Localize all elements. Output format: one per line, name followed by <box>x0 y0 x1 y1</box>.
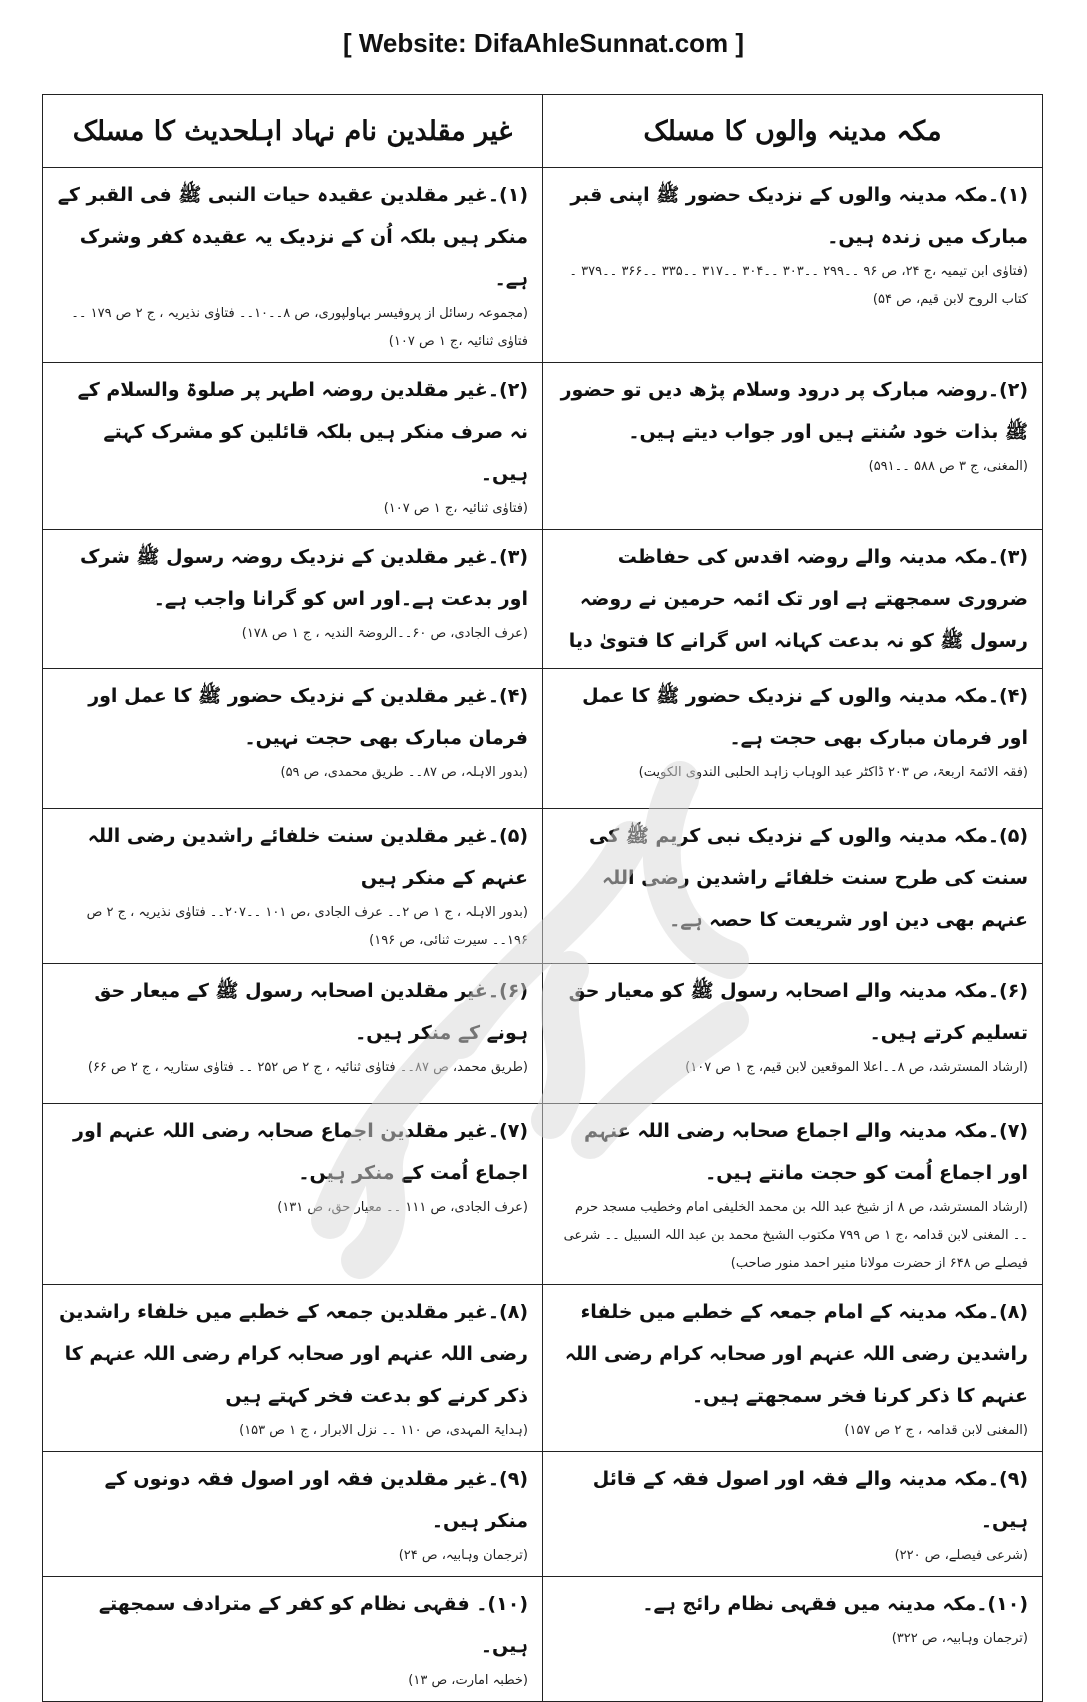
statement-text: (۳)۔مکہ مدینہ والے روضہ اقدس کی حفاظت ضروری سمجھتے ہے اور تک ائمہ حرمین نے روضہ رسول ﷺ کو نہ بدعت کہانہ اس گرانے کا فتویٰ دیا <box>568 546 1028 652</box>
statement-text: (۲)۔غیر مقلدین روضہ اطہر پر صلوۃ والسلام کے نہ صرف منکر ہیں بلکہ قائلین کو مشرک کہتے ہیں۔ <box>77 379 528 485</box>
statement-text: (۸)۔مکہ مدینہ کے امام جمعہ کے خطبے میں خلفاء راشدین رضی اللہ عنہم اور صحابہ کرام رضی اللہ عنہم کا ذکر کرنا فخر سمجھتے ہیں۔ <box>564 1301 1028 1407</box>
reference-text: (مجموعہ رسائل از پروفیسر بہاولپوری، ص ۸۔۔۱۰۔۔ فتاوٰی نذیریہ ، ج ۲ ص ۱۷۹ ۔۔ فتاوٰی ثنائیہ ،ج ۱ ص ۱۰۷) <box>71 306 528 349</box>
reference-text: (ہدایۃ المہدی، ص ۱۱۰ ۔۔ نزل الابرار ، ج ۱ ص ۱۵۳) <box>239 1423 528 1438</box>
website-header: [ Website: DifaAhleSunnat.com ] <box>342 28 745 58</box>
cell-ghair-muqallideen <box>43 168 543 363</box>
cell-makkah-madinah <box>543 1577 1043 1702</box>
reference-text: (المغنی لابن قدامہ ، ج ۲ ص ۱۵۷) <box>844 1423 1028 1438</box>
statement-text: (۵)۔مکہ مدینہ والوں کے نزدیک نبی کریم ﷺ کی سنت کی طرح سنت خلفائے راشدین رضی اللہ عنہم بھی دین اور شریعت کا حصہ ہے۔ <box>588 825 1028 931</box>
cell-ghair-muqallideen <box>43 1285 543 1452</box>
reference-text: (عرف الجادی، ص ۱۱۱ ۔۔ معیار حق، ص ۱۳۱) <box>277 1200 528 1215</box>
table-row <box>43 168 1043 363</box>
cell-makkah-madinah <box>543 669 1043 809</box>
cell-makkah-madinah <box>543 168 1043 363</box>
cell-makkah-madinah <box>543 809 1043 964</box>
cell-ghair-muqallideen <box>43 964 543 1104</box>
table-row <box>43 1452 1043 1577</box>
statement-text: (۹)۔مکہ مدینہ والے فقہ اور اصول فقہ کے قائل ہیں۔ <box>592 1468 1028 1532</box>
table-row <box>43 1577 1043 1702</box>
reference-text: (ترجمان وہابیہ، ص ۳۲۲) <box>891 1631 1028 1646</box>
cell-makkah-madinah <box>543 1452 1043 1577</box>
statement-text: (۷)۔غیر مقلدین اجماع صحابہ رضی اللہ عنہم اور اجماع اُمت کے منکر ہیں۔ <box>73 1120 528 1184</box>
cell-ghair-muqallideen <box>43 1104 543 1285</box>
cell-makkah-madinah <box>543 530 1043 669</box>
table-row <box>43 669 1043 809</box>
statement-text: (۴)۔غیر مقلدین کے نزدیک حضور ﷺ کا عمل اور فرمان مبارک بھی حجت نہیں۔ <box>88 685 528 749</box>
comparison-table <box>42 94 1043 1702</box>
statement-text: (۸)۔غیر مقلدین جمعہ کے خطبے میں خلفاء راشدین رضی اللہ عنہم اور صحابہ کرام رضی اللہ عنہم کا ذکر کرنے کو بدعت فخر کہتے ہیں <box>59 1301 528 1407</box>
statement-text: (۱)۔غیر مقلدین عقیدہ حیات النبی ﷺ فی القبر کے منکر ہیں بلکہ اُن کے نزدیک یہ عقیدہ کفر وشرک ہے۔ <box>57 184 528 290</box>
reference-text: (خطبہ امارت، ص ۱۳) <box>408 1673 528 1688</box>
statement-text: (۷)۔مکہ مدینہ والے اجماع صحابہ رضی اللہ عنہم اور اجماع اُمت کو حجت مانتے ہیں۔ <box>583 1120 1028 1184</box>
statement-text: (۵)۔غیر مقلدین سنت خلفائے راشدین رضی اللہ عنہم کے منکر ہیں <box>87 825 528 889</box>
cell-ghair-muqallideen <box>43 530 543 669</box>
header-ghair-muqallideen: غیر مقلدین نام نہاد اہلحدیث کا مسلک <box>43 95 543 168</box>
table-row <box>43 1285 1043 1452</box>
reference-text: (ترجمان وہابیہ، ص ۲۴) <box>398 1548 528 1563</box>
statement-text: (۱۰)۔ فقہی نظام کو کفر کے مترادف سمجھتے ہیں۔ <box>98 1593 528 1657</box>
cell-ghair-muqallideen <box>43 1577 543 1702</box>
table-row <box>43 530 1043 669</box>
reference-text: (فقہ الائمۃ اربعۃ، ص ۲۰۳ ڈاکٹر عبد الوہاب زاہد الحلبی الندوی الکویت) <box>638 765 1028 780</box>
table-row <box>43 964 1043 1104</box>
statement-text: (۲)۔روضہ مبارک پر درود وسلام پڑھ دیں تو حضور ﷺ بذات خود سُنتے ہیں اور جواب دیتے ہیں۔ <box>560 379 1028 443</box>
reference-text: (فتاوٰی ثنائیہ ،ج ۱ ص ۱۰۷) <box>383 501 528 516</box>
cell-ghair-muqallideen <box>43 1452 543 1577</box>
cell-ghair-muqallideen <box>43 669 543 809</box>
reference-text: (عرف الجادی، ص ۶۰۔۔الروضۃ الندیہ ، ج ۱ ص ۱۷۸) <box>241 626 528 641</box>
reference-text: (فتاوٰی ابن تیمیہ ،ج ۲۴، ص ۹۶ ۔۔۲۹۹ ۔۔۳۰۳ ۔۔۳۰۴ ۔۔۳۱۷ ۔۔۳۳۵ ۔۔۳۶۶ ۔۔۳۷۹ ۔ کتاب الروح لابن قیم، ص ۵۴) <box>569 264 1028 307</box>
statement-text: (۱)۔مکہ مدینہ والوں کے نزدیک حضور ﷺ اپنی قبر مبارک میں زندہ ہیں۔ <box>570 184 1028 248</box>
table-row <box>43 809 1043 964</box>
cell-ghair-muqallideen <box>43 363 543 530</box>
statement-text: (۶)۔مکہ مدینہ والے اصحابہ رسول ﷺ کو معیار حق تسلیم کرتے ہیں۔ <box>568 980 1028 1044</box>
cell-ghair-muqallideen <box>43 809 543 964</box>
statement-text: (۶)۔غیر مقلدین اصحابہ رسول ﷺ کے میعار حق ہونے کے منکر ہیں۔ <box>94 980 528 1044</box>
reference-text: (شرعی فیصلے، ص ۲۲۰) <box>894 1548 1028 1563</box>
table-row <box>43 1104 1043 1285</box>
statement-text: (۹)۔غیر مقلدین فقہ اور اصول فقہ دونوں کے منکر ہیں۔ <box>104 1468 528 1532</box>
header-makkah-madinah: مکہ مدینہ والوں کا مسلک <box>543 95 1043 168</box>
reference-text: (المغنی، ج ۳ ص ۵۸۸ ۔۔۵۹۱) <box>868 459 1028 474</box>
cell-makkah-madinah <box>543 964 1043 1104</box>
cell-makkah-madinah <box>543 1285 1043 1452</box>
reference-text: (ارشاد المسترشد، ص ۸ از شیخ عبد اللہ بن محمد الخلیفی امام وخطیب مسجد حرم ۔۔ المغنی لابن قدامہ ،ج ۱ ص ۷۹۹ مکتوب الشیخ محمد بن عبد اللہ السبیل ۔۔ شرعی فیصلے ص ۶۴۸ از حضرت مولانا منیر احمد منور صاحب) <box>563 1200 1028 1271</box>
reference-text: (بدور الاہلہ ، ج ۱ ص ۲۔۔ عرف الجادی ،ص ۱۰۱ ۔۔۲۰۷۔۔ فتاوٰی نذیریہ ، ج ۲ ص ۱۹۶۔۔ سیرت ثنائی، ص ۱۹۶) <box>86 905 528 948</box>
cell-makkah-madinah <box>543 1104 1043 1285</box>
reference-text: (بدور الاہلہ، ص ۸۷۔۔ طریق محمدی، ص ۵۹) <box>280 765 528 780</box>
cell-makkah-madinah <box>543 363 1043 530</box>
reference-text: (ارشاد المسترشد، ص ۸۔۔اعلا الموقعین لابن قیم، ج ۱ ص ۱۰۷) <box>685 1060 1028 1075</box>
table-header-row <box>43 95 1043 168</box>
table-row <box>43 363 1043 530</box>
statement-text: (۴)۔مکہ مدینہ والوں کے نزدیک حضور ﷺ کا عمل اور فرمان مبارک بھی حجت ہے۔ <box>582 685 1028 749</box>
statement-text: (۳)۔غیر مقلدین کے نزدیک روضہ رسول ﷺ شرک اور بدعت ہے۔اور اس کو گرانا واجب ہے۔ <box>79 546 528 610</box>
statement-text: (۱۰)۔مکہ مدینہ میں فقہی نظام رائج ہے۔ <box>642 1593 1028 1615</box>
reference-text: (طریق محمد، ص ۸۷۔۔ فتاوٰی ثنائیہ ، ج ۲ ص ۲۵۲ ۔۔ فتاوٰی ستاریہ ، ج ۲ ص ۶۶) <box>87 1060 528 1075</box>
